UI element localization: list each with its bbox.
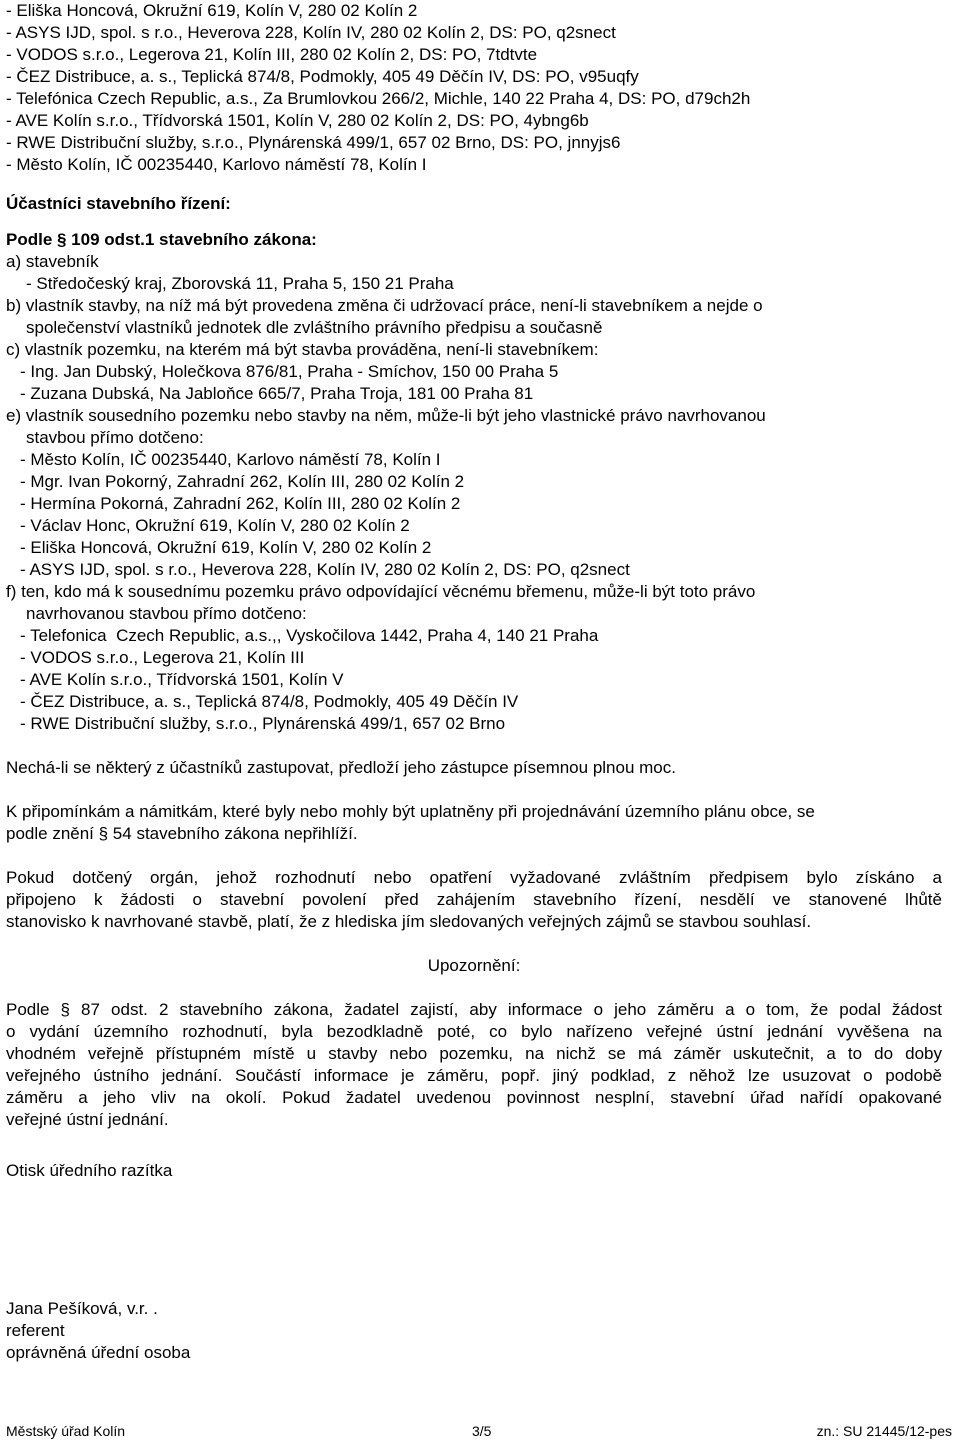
signatory-name: Jana Pešíková, v.r. .: [6, 1299, 158, 1318]
category-e-continuation: stavbou přímo dotčeno:: [26, 428, 204, 447]
participant-line: - Středočeský kraj, Zborovská 11, Praha 5, 150 21 Praha: [26, 274, 454, 293]
category-c-label: c) vlastník pozemku, na kterém má být stavba prováděna, není-li stavebníkem:: [6, 340, 599, 359]
footer-reference: zn.: SU 21445/12-pes: [816, 1423, 952, 1439]
notice-paragraph-line: Podle § 87 odst. 2 stavebního zákona, žadatel zajistí, aby informace o jeho záměru a o tom, že podal žádost: [6, 1000, 942, 1019]
authority-paragraph-line: stanovisko k navrhované stavbě, platí, že z hlediska jím sledovaných veřejných zájmů se stavbou souhlasí.: [6, 912, 812, 931]
recipient-line: - Telefónica Czech Republic, a.s., Za Brumlovkou 266/2, Michle, 140 22 Praha 4, DS: PO, d79ch2h: [6, 89, 751, 108]
notice-title: Upozornění:: [427, 956, 521, 975]
category-f-continuation: navrhovanou stavbou přímo dotčeno:: [26, 604, 307, 623]
signatory-role: referent: [6, 1321, 65, 1340]
category-a-label: a) stavebník: [6, 252, 99, 271]
participant-line: - Město Kolín, IČ 00235440, Karlovo náměstí 78, Kolín I: [20, 450, 441, 469]
footer-page-number: 3/5: [472, 1423, 492, 1439]
authority-paragraph-line: připojeno k žádosti o stavební povolení před zahájením stavebního řízení, nesdělí ve stanovené lhůtě: [6, 890, 942, 909]
recipient-line: - Město Kolín, IČ 00235440, Karlovo náměstí 78, Kolín I: [6, 155, 427, 174]
law-heading: Podle § 109 odst.1 stavebního zákona:: [6, 230, 317, 249]
recipient-line: - ASYS IJD, spol. s r.o., Heverova 228, Kolín IV, 280 02 Kolín 2, DS: PO, q2snect: [6, 23, 616, 42]
signatory-authority: oprávněná úřední osoba: [6, 1343, 191, 1362]
category-b-label: b) vlastník stavby, na níž má být provedena změna či udržovací práce, není-li stavebníkem a nejde o: [6, 296, 763, 315]
category-b-continuation: společenství vlastníků jednotek dle zvláštního právního předpisu a současně: [26, 318, 603, 337]
notice-paragraph-line: záměru a jeho vliv na okolí. Pokud žadatel uvedenou povinnost nesplní, stavební úřad nařídí opakované: [6, 1088, 942, 1107]
participant-line: - Ing. Jan Dubský, Holečkova 876/81, Praha - Smíchov, 150 00 Praha 5: [20, 362, 559, 381]
recipient-line: - RWE Distribuční služby, s.r.o., Plynárenská 499/1, 657 02 Brno, DS: PO, jnnyjs6: [6, 133, 621, 152]
stamp-placeholder-label: Otisk úředního razítka: [6, 1161, 173, 1180]
section-title: Účastníci stavebního řízení:: [6, 194, 231, 213]
participant-line: - Telefonica Czech Republic, a.s.,, Vyskočilova 1442, Praha 4, 140 21 Praha: [20, 626, 599, 645]
participant-line: - RWE Distribuční služby, s.r.o., Plynárenská 499/1, 657 02 Brno: [20, 714, 506, 733]
participant-line: - AVE Kolín s.r.o., Třídvorská 1501, Kolín V: [20, 670, 344, 689]
participant-line: - Václav Honc, Okružní 619, Kolín V, 280 02 Kolín 2: [20, 516, 410, 535]
participant-line: - VODOS s.r.o., Legerova 21, Kolín III: [20, 648, 305, 667]
notice-paragraph-line: vhodném veřejně přístupném místě u stavby nebo pozemku, na nichž se má záměr uskutečnit, a to do doby: [6, 1044, 942, 1063]
category-f-label: f) ten, kdo má k sousednímu pozemku právo odpovídající věcnému břemenu, může-li být toto právo: [6, 582, 756, 601]
participant-line: - Zuzana Dubská, Na Jabloňce 665/7, Praha Troja, 181 00 Praha 81: [20, 384, 534, 403]
notice-paragraph-line: o vydání územního rozhodnutí, byla bezodkladně poté, co bylo nařízeno veřejné ústní jednání vyvěšena na: [6, 1022, 942, 1041]
participant-line: - Mgr. Ivan Pokorný, Zahradní 262, Kolín III, 280 02 Kolín 2: [20, 472, 465, 491]
objections-paragraph-line: K připomínkám a námitkám, které byly nebo mohly být uplatněny při projednávání územního plánu obce, se: [6, 802, 815, 821]
notice-paragraph-line: veřejné ústní jednání.: [6, 1110, 169, 1129]
notice-paragraph-line: veřejného ústního jednání. Součástí informace je záměru, popř. jiný podklad, z něhož lze usuzovat o podobě: [6, 1066, 942, 1085]
recipient-line: - Eliška Honcová, Okružní 619, Kolín V, 280 02 Kolín 2: [6, 1, 418, 20]
category-e-label: e) vlastník sousedního pozemku nebo stavby na něm, může-li být jeho vlastnické právo navrhovanou: [6, 406, 766, 425]
participant-line: - Eliška Honcová, Okružní 619, Kolín V, 280 02 Kolín 2: [20, 538, 432, 557]
participant-line: - Hermína Pokorná, Zahradní 262, Kolín III, 280 02 Kolín 2: [20, 494, 461, 513]
representation-note: Nechá-li se některý z účastníků zastupovat, předloží jeho zástupce písemnou plnou moc.: [6, 758, 676, 777]
participant-line: - ČEZ Distribuce, a. s., Teplická 874/8, Podmokly, 405 49 Děčín IV: [20, 692, 519, 711]
recipient-line: - ČEZ Distribuce, a. s., Teplická 874/8, Podmokly, 405 49 Děčín IV, DS: PO, v95uqfy: [6, 67, 639, 86]
recipient-line: - VODOS s.r.o., Legerova 21, Kolín III, 280 02 Kolín 2, DS: PO, 7tdtvte: [6, 45, 538, 64]
authority-paragraph-line: Pokud dotčený orgán, jehož rozhodnutí nebo opatření vyžadované zvláštním předpisem bylo získáno a: [6, 868, 942, 887]
recipient-line: - AVE Kolín s.r.o., Třídvorská 1501, Kolín V, 280 02 Kolín 2, DS: PO, 4ybng6b: [6, 111, 589, 130]
objections-paragraph-line: podle znění § 54 stavebního zákona nepřihlíží.: [6, 824, 358, 843]
footer-office: Městský úřad Kolín: [6, 1423, 126, 1439]
participant-line: - ASYS IJD, spol. s r.o., Heverova 228, Kolín IV, 280 02 Kolín 2, DS: PO, q2snect: [20, 560, 630, 579]
